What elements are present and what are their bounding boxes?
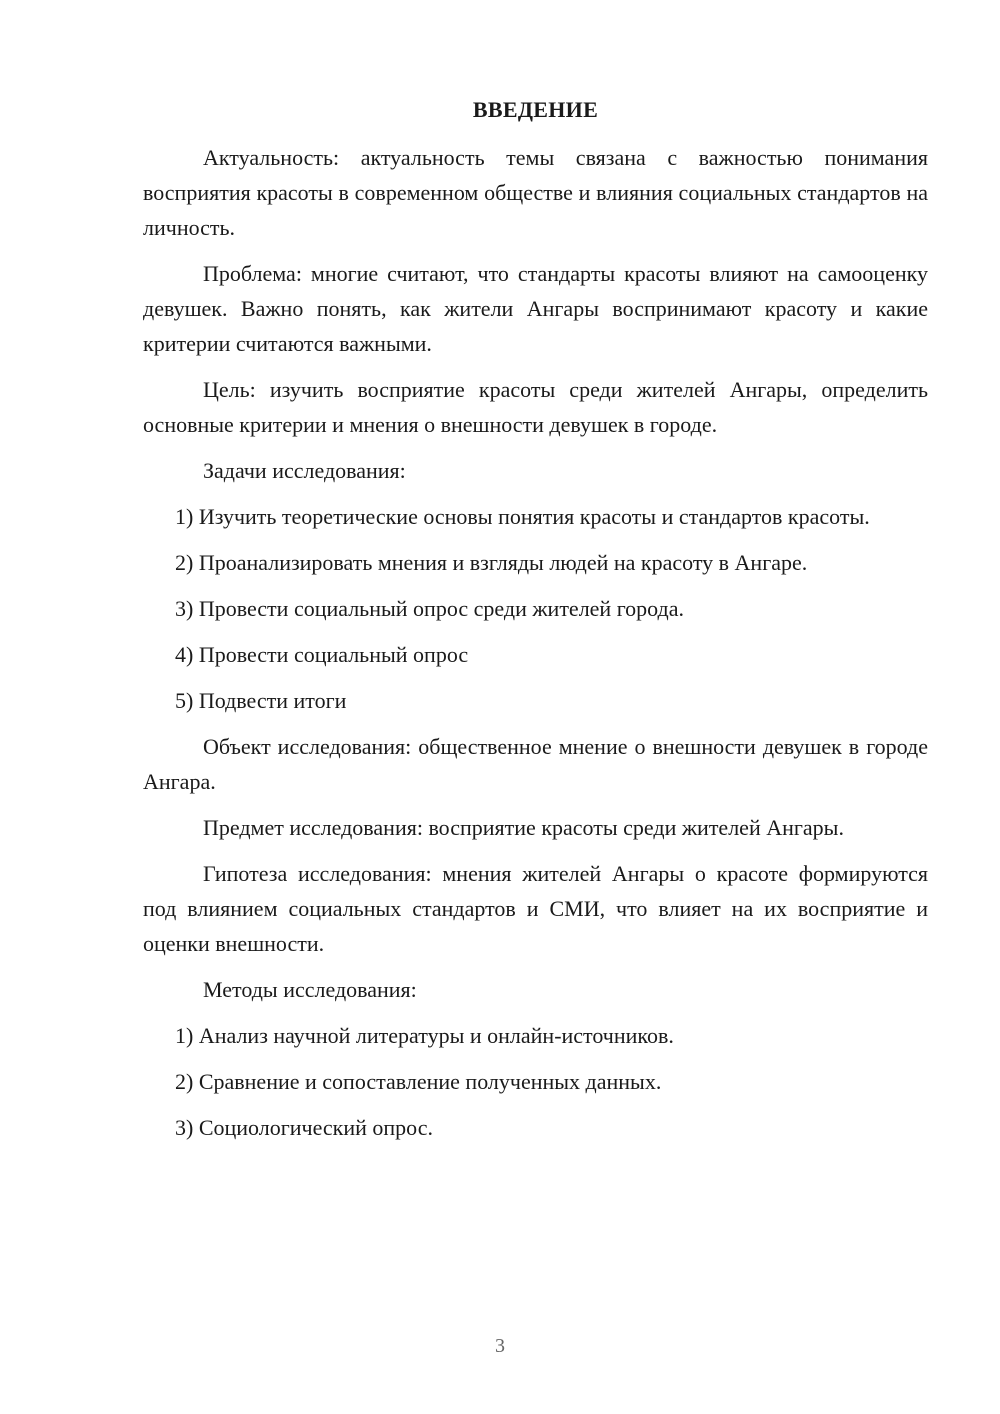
- subject-paragraph: Предмет исследования: восприятие красоты среди жителей Ангары.: [203, 815, 844, 840]
- task-item: 1) Изучить теоретические основы понятия красоты и стандартов красоты.: [175, 504, 870, 529]
- method-item: 2) Сравнение и сопоставление полученных данных.: [175, 1069, 662, 1094]
- method-item: 3) Социологический опрос.: [175, 1115, 433, 1140]
- task-item: 2) Проанализировать мнения и взгляды людей на красоту в Ангаре.: [175, 550, 808, 575]
- hypothesis-paragraph: Гипотеза исследования: мнения жителей Ангары о красоте формируются под влиянием социальных стандартов и СМИ, что влияет на их восприятие и оценки внешности.: [143, 861, 928, 956]
- goal-paragraph: Цель: изучить восприятие красоты среди жителей Ангары, определить основные критерии и мнения о внешности девушек в городе.: [143, 377, 928, 437]
- page-content: [143, 94, 928, 1156]
- method-item: 1) Анализ научной литературы и онлайн-источников.: [175, 1023, 674, 1048]
- object-paragraph: Объект исследования: общественное мнение о внешности девушек в городе Ангара.: [143, 734, 928, 794]
- page-title: ВВЕДЕНИЕ: [472, 97, 599, 122]
- tasks-heading: Задачи исследования:: [203, 458, 406, 483]
- problem-paragraph: Проблема: многие считают, что стандарты красоты влияют на самооценку девушек. Важно понять, как жители Ангары воспринимают красоту и какие критерии считаются важными.: [143, 261, 928, 356]
- task-item: 5) Подвести итоги: [175, 688, 347, 713]
- relevance-paragraph: Актуальность: актуальность темы связана с важностью понимания восприятия красоты в современном обществе и влияния социальных стандартов на личность.: [143, 145, 928, 240]
- task-item: 3) Провести социальный опрос среди жителей города.: [175, 596, 685, 621]
- task-item: 4) Провести социальный опрос: [175, 642, 469, 667]
- page-number: 3: [495, 1335, 505, 1357]
- methods-heading: Методы исследования:: [203, 977, 417, 1002]
